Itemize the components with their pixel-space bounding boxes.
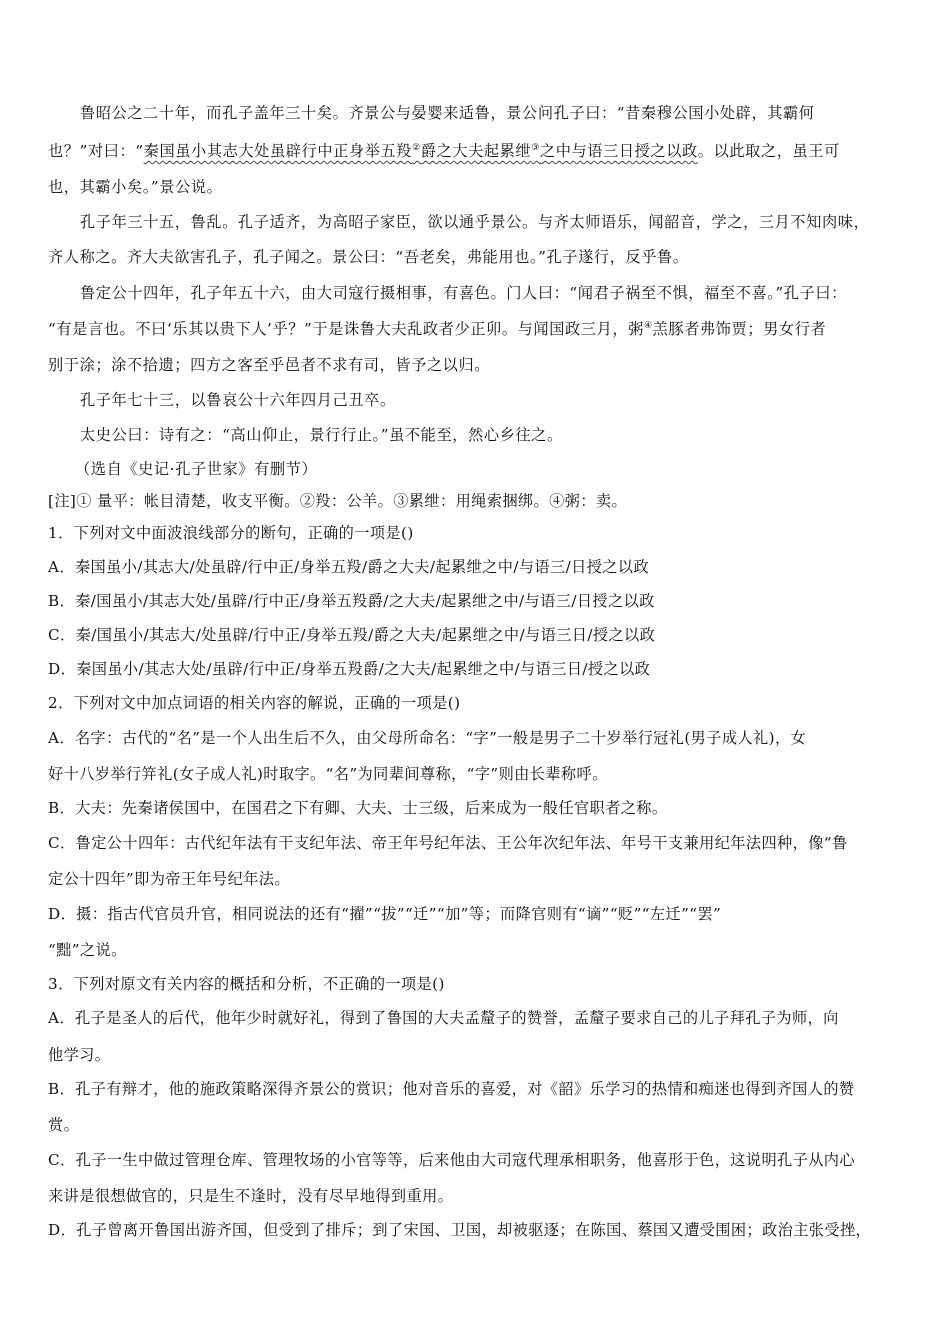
wavy-segment-b: 爵之大夫起累绁 bbox=[420, 142, 532, 160]
wavy-segment-a: 秦国虽小其志大处虽辟行中正身举五羖 bbox=[143, 142, 413, 160]
passage-p2-line1: 孔子年三十五，鲁乱。孔子适齐，为高昭子家臣，欲以通乎景公。与齐太师语乐，闻韶音，学之，三月不知肉味， bbox=[80, 213, 870, 231]
passage-p1-line2-post: 。以此取之，虽王可 bbox=[697, 142, 840, 160]
q3-stem: 3．下列对原文有关内容的概括和分析，不正确的一项是() bbox=[48, 975, 445, 993]
passage-p3-line2 bbox=[48, 319, 910, 339]
passage-p3-line2-pre: “有是言也。不曰‘乐其以贵下人’乎？”于是诛鲁大夫乱政者少正卯。与闻国政三月，粥 bbox=[48, 320, 644, 338]
q3-option-a-line2: 他学习。 bbox=[48, 1046, 111, 1064]
passage-p1-line1: 鲁昭公之二十年，而孔子盖年三十矣。齐景公与晏婴来适鲁，景公问孔子曰：“昔秦穆公国小处辟，其霸何 bbox=[80, 104, 815, 122]
footnote-marker-2: ② bbox=[412, 143, 421, 153]
wavy-segment-c: 之中与语三日授之以政 bbox=[539, 142, 698, 160]
footnote: [注]① 量平：帐目清楚，收支平衡。②羖：公羊。③累绁：用绳索捆绑。④粥：卖。 bbox=[48, 492, 628, 510]
q2-option-c-line1: C．鲁定公十四年：古代纪年法有干支纪年法、帝王年号纪年法、王公年次纪年法、年号干支兼用纪年法四种，像“鲁 bbox=[48, 834, 848, 852]
q1-option-b: B．秦/国虽小/其志大处/虽辟/行中正/身举五羖爵/之大夫/起累绁之中/与语三/日授之以政 bbox=[48, 592, 655, 610]
q1-stem: 1．下列对文中面波浪线部分的断句，正确的一项是() bbox=[48, 524, 414, 542]
footnote-marker-3: ③ bbox=[531, 143, 540, 153]
q1-option-c: C．秦/国虽小/其志大/处虽辟/行中正/身举五羖/爵之大夫/起累绁之中/与语三日/授之以政 bbox=[48, 626, 656, 644]
q1-option-a: A．秦国虽小/其志大/处虽辟/行中正/身举五羖/爵之大夫/起累绁之中/与语三/日授之以政 bbox=[48, 558, 650, 576]
q1-option-d: D．秦国虽小/其志大处/虽辟/行中正/身举五羖爵/之大夫/起累绁之中/与语三日/授之以政 bbox=[48, 660, 651, 678]
q2-option-d-line2: “黜”之说。 bbox=[48, 941, 127, 959]
passage-p1-line3: 也，其霸小矣。”景公说。 bbox=[48, 178, 223, 196]
q3-option-c-line1: C．孔子一生中做过管理仓库、管理牧场的小官等等，后来他由大司寇代理承相职务，他喜形于色，这说明孔子从内心 bbox=[48, 1151, 855, 1169]
passage-p3-line3: 别于涂；涂不拾遗；四方之客至乎邑者不求有司，皆予之以归。 bbox=[48, 356, 491, 374]
q2-option-b: B．大夫：先秦诸侯国中，在国君之下有卿、大夫、士三级，后来成为一般任官职者之称。 bbox=[48, 799, 668, 817]
q3-option-a-line1: A．孔子是圣人的后代，他年少时就好礼，得到了鲁国的大夫孟釐子的赞誉，孟釐子要求自己的儿子拜孔子为师，向 bbox=[48, 1009, 839, 1027]
wavy-underlined-text bbox=[144, 142, 698, 160]
q2-option-a-line1: A．名字：古代的“名”是一个人出生后不久，由父母所命名：“字”一般是男子二十岁举行冠礼(男子成人礼)，女 bbox=[48, 729, 807, 747]
passage-p1-line2-pre: 也？”对曰：“ bbox=[48, 142, 144, 160]
q3-option-b-line1: B．孔子有辩才，他的施政策略深得齐景公的赏识；他对音乐的喜爱，对《韶》乐学习的热情和痴迷也得到齐国人的赞 bbox=[48, 1080, 855, 1098]
passage-source: （选自《史记·孔子世家》有删节） bbox=[75, 460, 318, 478]
passage-p1-line2 bbox=[48, 141, 910, 161]
q2-option-d-line1: D．摄：指古代官员升官，相同说法的还有“擢”“拔”“迁”“加”等；而降官则有“谪”“贬”“左迁”“罢” bbox=[48, 905, 722, 923]
passage-p3-line1: 鲁定公十四年，孔子年五十六，由大司寇行摄相事，有喜色。门人曰：“闻君子祸至不惧，福至不喜。”孔子曰： bbox=[80, 284, 847, 302]
q3-option-d-line1: D．孔子曾离开鲁国出游齐国，但受到了排斥；到了宋国、卫国，却被驱逐；在陈国、蔡国又遭受围困；政治主张受挫， bbox=[48, 1221, 872, 1239]
q2-option-c-line2: 定公十四年”即为帝王年号纪年法。 bbox=[48, 870, 290, 888]
passage-p3-line2-post: 羔豚者弗饰贾；男女行者 bbox=[652, 320, 827, 338]
passage-p5: 太史公曰：诗有之：“高山仰止，景行行止。”虽不能至，然心乡往之。 bbox=[80, 426, 563, 444]
q3-option-b-line2: 赏。 bbox=[48, 1116, 80, 1134]
q2-stem: 2．下列对文中加点词语的相关内容的解说，正确的一项是() bbox=[48, 694, 461, 712]
q3-option-c-line2: 来讲是很想做官的，只是生不逢时，没有尽早地得到重用。 bbox=[48, 1187, 454, 1205]
passage-p2-line2: 齐人称之。齐大夫欲害孔子，孔子闻之。景公曰：“吾老矣，弗能用也。”孔子遂行，反乎鲁。 bbox=[48, 248, 689, 266]
q2-option-a-line2: 好十八岁举行笄礼(女子成人礼)时取字。“名”为同辈间尊称，“字”则由长辈称呼。 bbox=[48, 765, 608, 783]
footnote-marker-4: ④ bbox=[643, 321, 653, 331]
passage-p4: 孔子年七十三，以鲁哀公十六年四月己丑卒。 bbox=[80, 391, 396, 409]
